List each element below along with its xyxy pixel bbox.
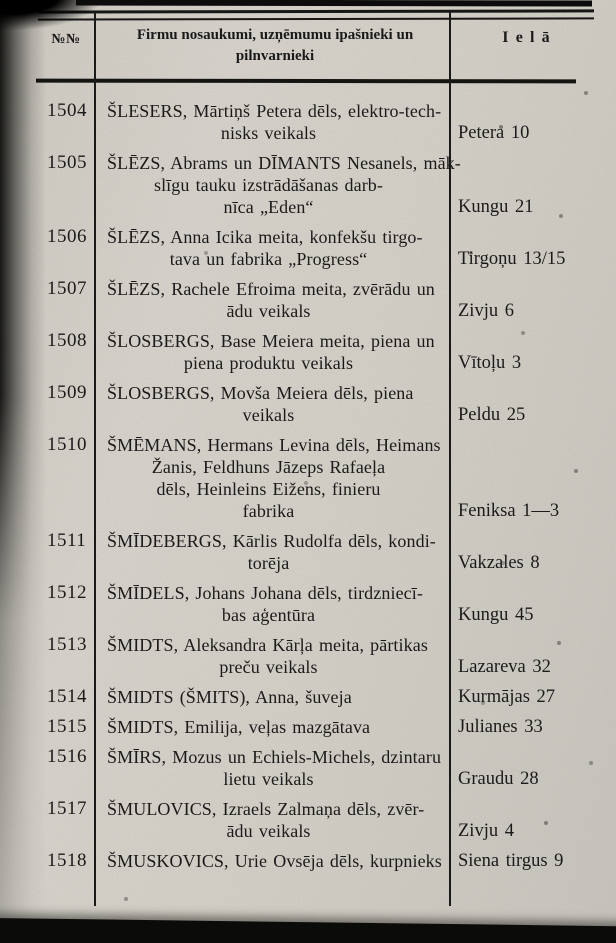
header-street-column: Ielā <box>502 29 557 46</box>
row-street: Zivju 6 <box>458 301 514 321</box>
name-line: nisks veikals <box>220 123 317 143</box>
row-name <box>94 278 449 322</box>
row-name <box>94 634 449 678</box>
name-line: ŠMIDTS, Aleksandra Kārļa meita, pārtikas <box>107 635 428 655</box>
name-line: ŠMĪDELS, Johans Johana dēls, tirdzniecī- <box>107 583 423 603</box>
name-line: ŠLĒZS, Anna Icika meita, konfekšu tirgo- <box>107 227 423 247</box>
row-name <box>94 798 449 842</box>
row-name <box>94 582 449 626</box>
row-street: Siena tirgus 9 <box>458 851 564 871</box>
row-street: Graudu 28 <box>458 769 539 789</box>
row-number: 1518 <box>47 850 87 871</box>
name-line: ŠLĒZS, Rachele Efroima meita, zvērādu un <box>107 279 435 299</box>
row-street: Petera 10 <box>458 123 530 143</box>
name-line: ŠLĒZS, Abrams un DĪMANTS Nesanels, māk- <box>107 153 461 173</box>
header-bottom-rule <box>36 79 576 84</box>
row-street: Lazareva 32 <box>458 657 551 677</box>
row-number: 1510 <box>47 434 87 455</box>
table-body <box>36 100 598 880</box>
row-name <box>94 716 449 738</box>
row-number: 1514 <box>47 686 87 707</box>
name-line: piena produktu veikals <box>183 353 354 373</box>
row-name <box>94 530 449 574</box>
row-number: 1506 <box>47 226 87 247</box>
row-number: 1513 <box>47 634 87 655</box>
table-row <box>36 634 598 678</box>
row-street: Kungu 21 <box>458 197 534 217</box>
table-row <box>36 686 598 708</box>
name-line: ŠMĒMANS, Hermans Levina dēls, Heimans <box>107 435 441 455</box>
name-line: preču veikals <box>219 657 318 677</box>
name-line: ŠMĪDEBERGS, Kārlis Rudolfa dēls, kondi- <box>107 531 436 551</box>
row-street: Kungu 45 <box>458 605 534 625</box>
name-line: bas aģentūra <box>221 605 316 625</box>
scan-edge-bottom <box>0 918 616 943</box>
name-line: ŠMULOVICS, Izraels Zalmaņa dēls, zvēr- <box>107 799 425 819</box>
row-street: Peldu 25 <box>458 405 526 425</box>
name-line: lietu veikals <box>223 769 314 789</box>
scan-edge-top <box>76 0 592 7</box>
name-line: fabrika <box>242 501 295 521</box>
table-top-rule <box>38 9 594 20</box>
row-name <box>94 686 449 708</box>
name-line: ŠMUSKOVICS, Urie Ovsēja dēls, kurpnieks <box>107 851 442 871</box>
row-number: 1509 <box>47 382 87 403</box>
row-street: Vītoļu 3 <box>458 353 522 373</box>
header-firms-column: Firmu nosaukumi, uzņēmumu ipašnieki un pilnvarnieki <box>136 27 414 64</box>
table-row <box>36 152 598 218</box>
table-row <box>36 226 598 270</box>
row-street: Kurmājas 27 <box>458 687 556 707</box>
row-name <box>94 434 449 522</box>
name-line: veikals <box>242 405 295 425</box>
row-name <box>94 100 449 144</box>
row-number: 1515 <box>47 716 87 737</box>
table-row <box>36 850 598 872</box>
row-name <box>94 330 449 374</box>
name-line: ŠMIDTS, Emilija, veļas mazgātava <box>107 717 371 737</box>
row-number: 1511 <box>47 530 87 551</box>
row-name <box>94 746 449 790</box>
name-line: slīgu tauku izstrādāšanas darb- <box>153 175 384 195</box>
name-line: dēls, Heinleins Eižens, finieru <box>156 479 381 499</box>
name-line: tava un fabrika „Progress“ <box>169 249 368 269</box>
row-number: 1507 <box>47 278 87 299</box>
row-number: 1517 <box>47 798 87 819</box>
table-row <box>36 716 598 738</box>
row-street: Julianes 33 <box>458 717 543 737</box>
name-line: Žanis, Feldhuns Jāzeps Rafaeļa <box>151 457 386 477</box>
name-line: ŠLOSBERGS, Movša Meiera dēls, piena <box>107 383 414 403</box>
row-number: 1504 <box>47 100 87 121</box>
name-line: nīca „Eden“ <box>223 197 314 217</box>
row-street: Vakzales 8 <box>458 553 540 573</box>
name-line: ādu veikals <box>226 821 311 841</box>
row-street: Tirgoņu 13/15 <box>458 249 566 269</box>
scan-edge-left <box>0 0 46 943</box>
row-number: 1508 <box>47 330 87 351</box>
name-line: ŠMIDTS (ŠMITS), Anna, šuveja <box>107 687 352 707</box>
row-number: 1505 <box>47 152 87 173</box>
name-line: ŠLOSBERGS, Base Meiera meita, piena un <box>107 331 435 351</box>
table-row <box>36 798 598 842</box>
row-street: Zivju 4 <box>458 821 514 841</box>
table-row <box>36 582 598 626</box>
table-row <box>36 746 598 790</box>
name-line: ādu veikals <box>226 301 311 321</box>
table-row <box>36 530 598 574</box>
row-name <box>94 152 461 218</box>
name-line: ŠLESERS, Mārtiņš Petera dēls, elektro-tech- <box>107 101 442 121</box>
row-name <box>94 226 449 270</box>
row-name <box>94 850 449 872</box>
row-street: Feniksa 1—3 <box>458 501 560 521</box>
table-row <box>36 278 598 322</box>
table-row <box>36 330 598 374</box>
paper-specks <box>0 0 2 2</box>
row-name <box>94 382 449 426</box>
table-row <box>36 382 598 426</box>
header-number-column: №№ <box>51 32 81 47</box>
name-line: ŠMĪRS, Mozus un Echiels-Michels, dzintaru <box>107 747 442 767</box>
row-number: 1516 <box>47 746 87 767</box>
table-row <box>36 434 598 522</box>
name-line: torēja <box>247 553 290 573</box>
table-row <box>36 100 598 144</box>
row-number: 1512 <box>47 582 87 603</box>
